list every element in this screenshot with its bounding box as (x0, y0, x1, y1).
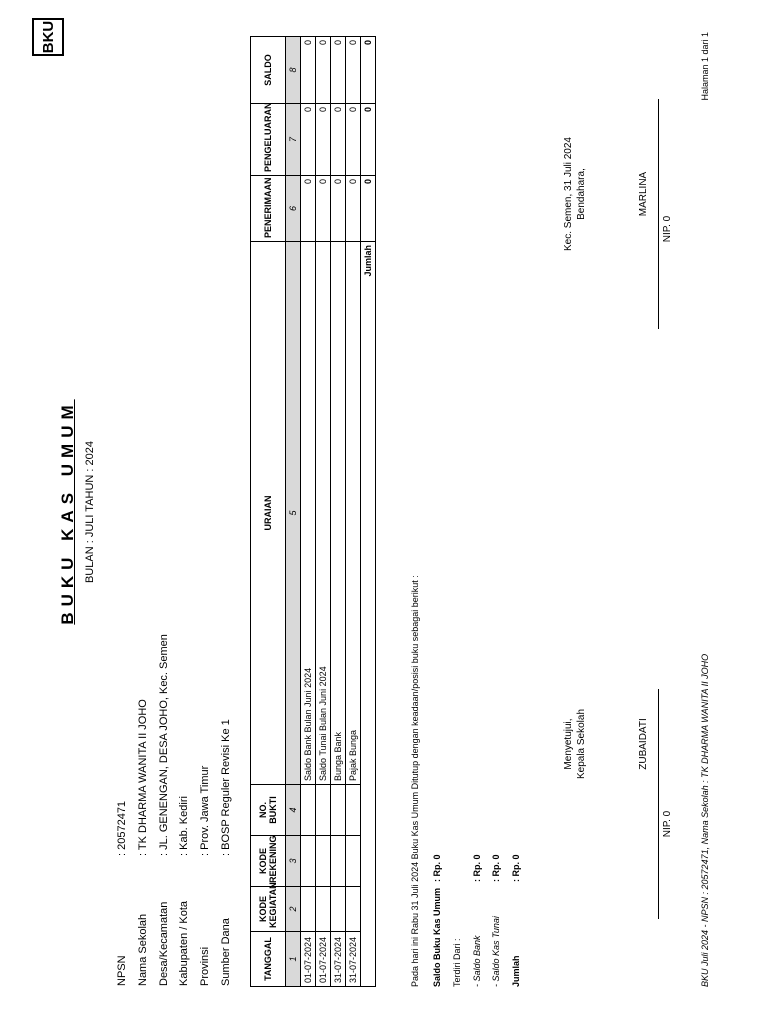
cell-date: 31-07-2024 (346, 932, 361, 987)
info-school (137, 699, 149, 986)
info-value: : Prov. Jawa Timur (199, 765, 211, 856)
treasurer-name: MARLINA (638, 171, 649, 217)
cell-activity-code (301, 887, 316, 932)
cell-income: 0 (301, 176, 316, 242)
col-header-income: PENERIMAAN (251, 176, 286, 242)
col-number: 1 (286, 932, 301, 987)
cell-description: Saldo Tunai Bulan Juni 2024 (316, 242, 331, 785)
table-row (346, 37, 361, 987)
col-header-description: URAIAN (251, 242, 286, 785)
col-header-expense: PENGELUARAN (251, 104, 286, 176)
terdiri-label: Terdiri Dari : (452, 938, 462, 987)
ledger-table (250, 36, 376, 987)
cell-description: Saldo Bank Bulan Juni 2024 (301, 242, 316, 785)
col-number: 4 (286, 785, 301, 836)
saldo-label: Saldo Buku Kas Umum (432, 887, 442, 987)
total-balance: 0 (361, 37, 376, 104)
cell-account-code (346, 836, 361, 887)
info-value: : Kab. Kediri (178, 796, 190, 856)
treasurer-place-date: Kec. Semen, 31 Juli 2024 (563, 137, 574, 251)
info-fund-source (220, 719, 232, 986)
bku-badge: BKU (32, 18, 64, 56)
page-subtitle: BULAN : JULI TAHUN : 2024 (84, 440, 96, 584)
info-village (158, 634, 170, 986)
table-row (316, 37, 331, 987)
approver-title: Kepala Sekolah (576, 708, 587, 780)
col-header-receipt-no: NO. BUKTI (251, 785, 286, 836)
col-header-account-code: KODE REKENING (251, 836, 286, 887)
col-number: 6 (286, 176, 301, 242)
treasurer-role: Bendahara, (576, 168, 587, 220)
info-regency (178, 796, 190, 986)
approver-signature-line (658, 689, 659, 919)
cell-account-code (331, 836, 346, 887)
total-label: Jumlah (361, 242, 376, 987)
total-row (361, 37, 376, 987)
cell-receipt-no (316, 785, 331, 836)
info-label: Desa/Kecamatan (158, 901, 170, 986)
cell-receipt-no (331, 785, 346, 836)
cell-description: Pajak Bunga (346, 242, 361, 785)
col-header-activity-code: KODE KEGIATAN (251, 887, 286, 932)
info-label: Nama Sekolah (137, 913, 149, 986)
cell-account-code (301, 836, 316, 887)
approver-nip: NIP. 0 (662, 810, 673, 838)
info-npsn (116, 801, 128, 986)
cell-description: Bunga Bank (331, 242, 346, 785)
bank-label: - Saldo Bank (472, 935, 482, 987)
closing-statement: Pada hari ini Rabu 31 Juli 2024 Buku Kas Umum Ditutup dengan keadaan/posisi buku sebagai berikut : (410, 575, 420, 987)
info-value: : JL. GENENGAN, DESA JOHO, Kec. Semen (158, 634, 170, 856)
col-number: 2 (286, 887, 301, 932)
cell-date: 31-07-2024 (331, 932, 346, 987)
table-row (301, 37, 316, 987)
info-label: Kabupaten / Kota (178, 900, 190, 986)
info-label: Provinsi (199, 946, 211, 986)
info-label: NPSN (116, 955, 128, 986)
cell-date: 01-07-2024 (301, 932, 316, 987)
column-number-row (286, 37, 301, 987)
cell-account-code (316, 836, 331, 887)
cell-expense: 0 (346, 104, 361, 176)
tunai-label: - Saldo Kas Tunai (491, 916, 501, 987)
table-row (331, 37, 346, 987)
cell-activity-code (316, 887, 331, 932)
col-header-date: TANGGAL (251, 932, 286, 987)
cell-income: 0 (316, 176, 331, 242)
col-number: 5 (286, 242, 301, 785)
cell-income: 0 (346, 176, 361, 242)
jumlah-label: Jumlah (511, 955, 521, 987)
total-expense: 0 (361, 104, 376, 176)
approver-name: ZUBAIDATI (638, 718, 649, 770)
cell-balance: 0 (346, 37, 361, 104)
cell-income: 0 (331, 176, 346, 242)
cell-receipt-no (346, 785, 361, 836)
total-income: 0 (361, 176, 376, 242)
cell-receipt-no (301, 785, 316, 836)
cell-balance: 0 (316, 37, 331, 104)
approver-role: Menyetujui, (563, 718, 574, 770)
treasurer-nip: NIP. 0 (662, 215, 673, 243)
cell-expense: 0 (331, 104, 346, 176)
page-title: BUKU KAS UMUM (58, 399, 77, 625)
cell-date: 01-07-2024 (316, 932, 331, 987)
tunai-value: : Rp. 0 (491, 854, 501, 882)
info-province (199, 766, 211, 986)
footer-doc-info: BKU Juli 2024 - NPSN : 20572471, Nama Sekolah : TK DHARMA WANITA II JOHO (700, 653, 710, 987)
col-number: 7 (286, 104, 301, 176)
treasurer-signature-line (658, 99, 659, 329)
cell-activity-code (346, 887, 361, 932)
cell-balance: 0 (301, 37, 316, 104)
cell-balance: 0 (331, 37, 346, 104)
cell-activity-code (331, 887, 346, 932)
cell-expense: 0 (316, 104, 331, 176)
info-value: : TK DHARMA WANITA II JOHO (137, 699, 149, 856)
jumlah-value: : Rp. 0 (511, 854, 521, 882)
cell-expense: 0 (301, 104, 316, 176)
footer-page-number: Halaman 1 dari 1 (700, 32, 710, 101)
info-value: : 20572471 (116, 800, 128, 856)
info-value: : BOSP Reguler Revisi Ke 1 (220, 719, 232, 856)
saldo-value: : Rp. 0 (432, 854, 442, 882)
col-header-balance: SALDO (251, 37, 286, 104)
info-label: Sumber Dana (220, 918, 232, 986)
header-row (251, 37, 286, 987)
col-number: 8 (286, 37, 301, 104)
col-number: 3 (286, 836, 301, 887)
bank-value: : Rp. 0 (472, 854, 482, 882)
